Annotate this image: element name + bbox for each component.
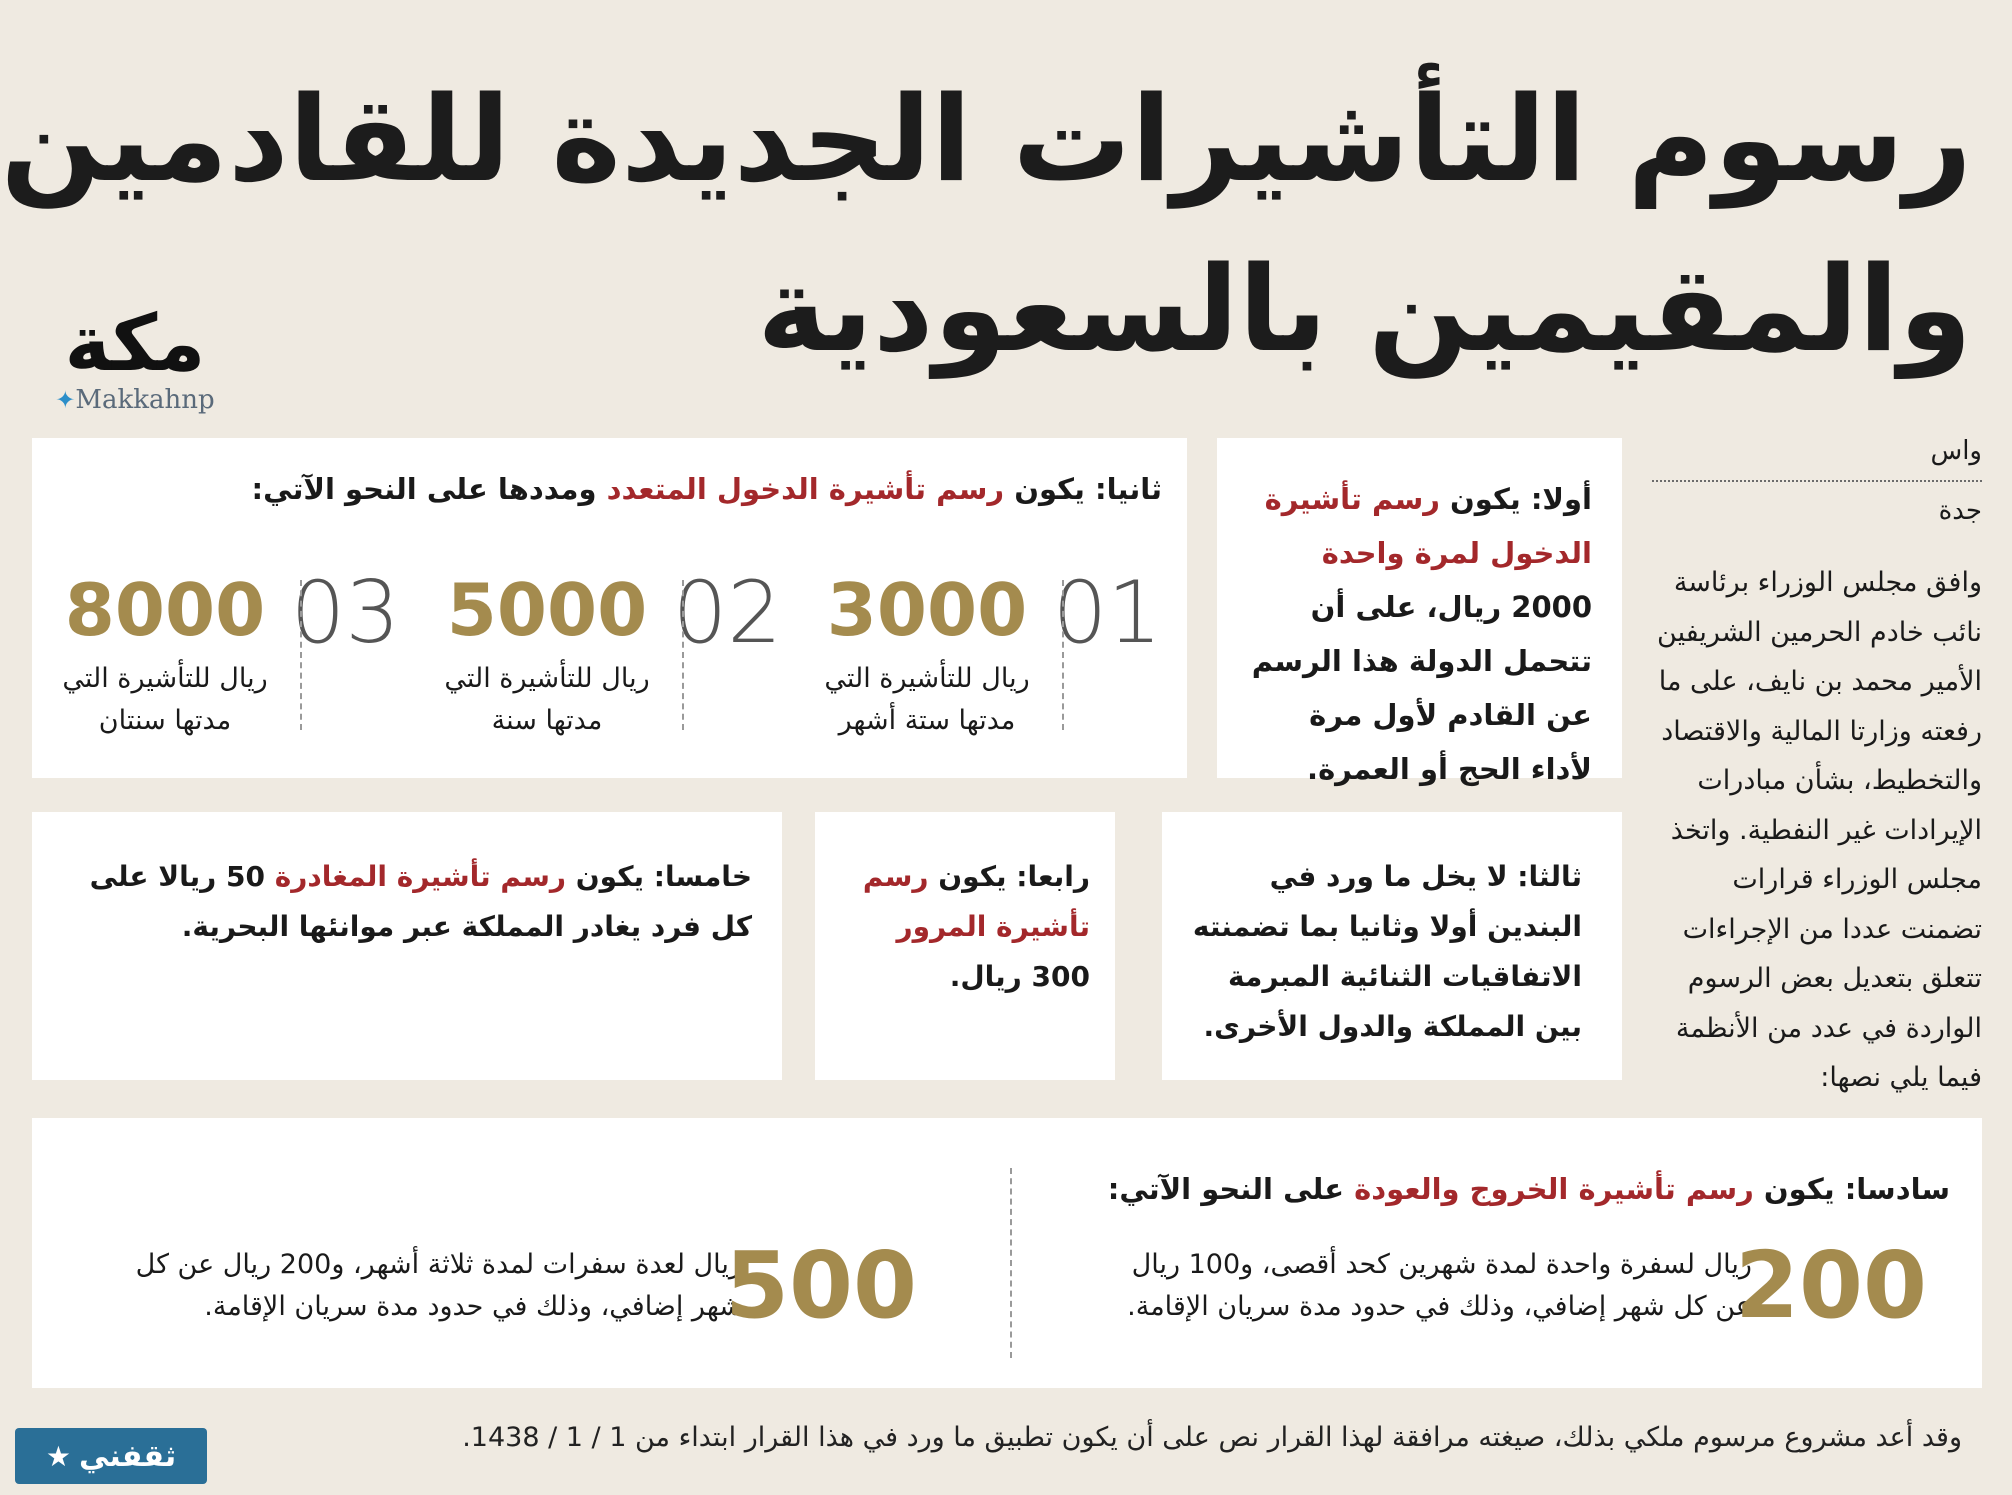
multi-entry-item-3 [60,563,400,740]
card-third [1162,812,1622,1080]
sixth-lead: سادسا: يكون [1753,1172,1950,1206]
item-index: 03 [290,563,400,663]
twitter-handle-text: Makkahnp [75,385,215,415]
card-fifth [32,812,782,1080]
exit-description: ريال لعدة سفرات لمدة ثلاثة أشهر، و200 ريال عن كل شهر إضافي، وذلك في حدود مدة سريان الإقامة. [135,1249,742,1322]
card-fourth [815,812,1115,1080]
thaqafni-badge [15,1428,207,1484]
multi-entry-item-1 [822,563,1162,740]
item-index: 01 [1052,563,1162,663]
lightbulb-icon: ★ [45,1439,72,1473]
fifth-highlight: رسم تأشيرة المغادرة [274,860,567,893]
second-lead: ثانيا: يكون [1004,472,1162,506]
fifth-text [72,852,752,952]
footer-note: وقد أعد مشروع مرسوم ملكي بذلك، صيغته مرافقة لهذا القرار نص على أن يكون تطبيق ما ورد في هذا القرار ابتداء من 1 / 1 / 1438. [462,1422,1962,1453]
multi-entry-item-2 [442,563,782,740]
dashed-divider [682,580,684,730]
sixth-rest: على النحو الآتي: [1107,1172,1355,1206]
sixth-divider [1010,1168,1012,1358]
twitter-handle [40,385,230,415]
title-line-1: رسوم التأشيرات الجديدة للقادمين [0,70,1972,208]
exit-amount: 500 [724,1232,917,1339]
first-lead: أولا: يكون [1439,482,1592,516]
badge-label: ثقفني [79,1438,177,1474]
second-highlight: رسم تأشيرة الدخول المتعدد [606,472,1005,506]
title-line-2: والمقيمين بالسعودية [757,240,1972,378]
fee-amount: 8000 [64,568,266,652]
makkah-logo [40,299,230,425]
exit-amount: 200 [1734,1232,1927,1339]
first-highlight: رسم تأشيرة الدخول لمرة واحدة [1264,482,1592,570]
logo-mark: مكة [64,299,206,389]
dashed-divider [1062,580,1064,730]
third-text: ثالثا: لا يخل ما ورد في البندين أولا وثانيا بما تضمنته الاتفاقيات الثنائية المبرمة بين المملكة والدول الأخرى. [1192,860,1582,1043]
sixth-highlight: رسم تأشيرة الخروج والعودة [1354,1172,1754,1206]
fourth-lead: رابعا: يكون [928,860,1090,893]
fee-amount: 3000 [826,568,1028,652]
dashed-divider [300,580,302,730]
item-index: 02 [672,563,782,663]
twitter-bird-icon: ✦ [55,386,76,414]
divider [1652,480,1982,482]
city-label: جدة [1938,496,1982,526]
intro-text: وافق مجلس الوزراء برئاسة نائب خادم الحرمين الشريفين الأمير محمد بن نايف، على ما رفعته وزارتا المالية والاقتصاد والتخطيط، بشأن مبادرات الإيرادات غير النفطية. واتخذ مجلس الوزراء قرارات تضمنت عددا من الإجراءات تتعلق بتعديل بعض الرسوم الواردة في عدد من الأنظمة فيما يلي نصها: [1657,567,1982,1093]
fee-amount: 5000 [446,568,648,652]
second-text [62,462,1162,516]
exit-reentry-multiple [57,1232,917,1339]
fee-description: ريال للتأشيرة التي مدتها ستة أشهر [824,663,1030,736]
exit-description: ريال لسفرة واحدة لمدة شهرين كحد أقصى، و100 ريال عن كل شهر إضافي، وذلك في حدود مدة سريان الإقامة. [1127,1249,1752,1322]
source-label: واس [1930,436,1982,466]
first-text [1247,472,1592,796]
fourth-text [835,852,1090,1002]
intro-column [1652,432,1982,1103]
fourth-highlight: رسم تأشيرة المرور [862,860,1090,943]
fifth-lead: خامسا: يكون [566,860,752,893]
second-rest: ومددها على النحو الآتي: [251,472,607,506]
fifth-rest: 50 ريالا على كل فرد يغادر المملكة عبر موانئها البحرية. [89,860,752,943]
sixth-text [1050,1162,1950,1216]
fee-description: ريال للتأشيرة التي مدتها سنة [444,663,650,736]
first-rest: 2000 ريال، على أن تتحمل الدولة هذا الرسم عن القادم لأول مرة لأداء الحج أو العمرة. [1251,590,1592,786]
fee-description: ريال للتأشيرة التي مدتها سنتان [62,663,268,736]
card-first [1217,438,1622,786]
fourth-rest: 300 ريال. [949,960,1090,993]
exit-reentry-single [1067,1232,1927,1339]
